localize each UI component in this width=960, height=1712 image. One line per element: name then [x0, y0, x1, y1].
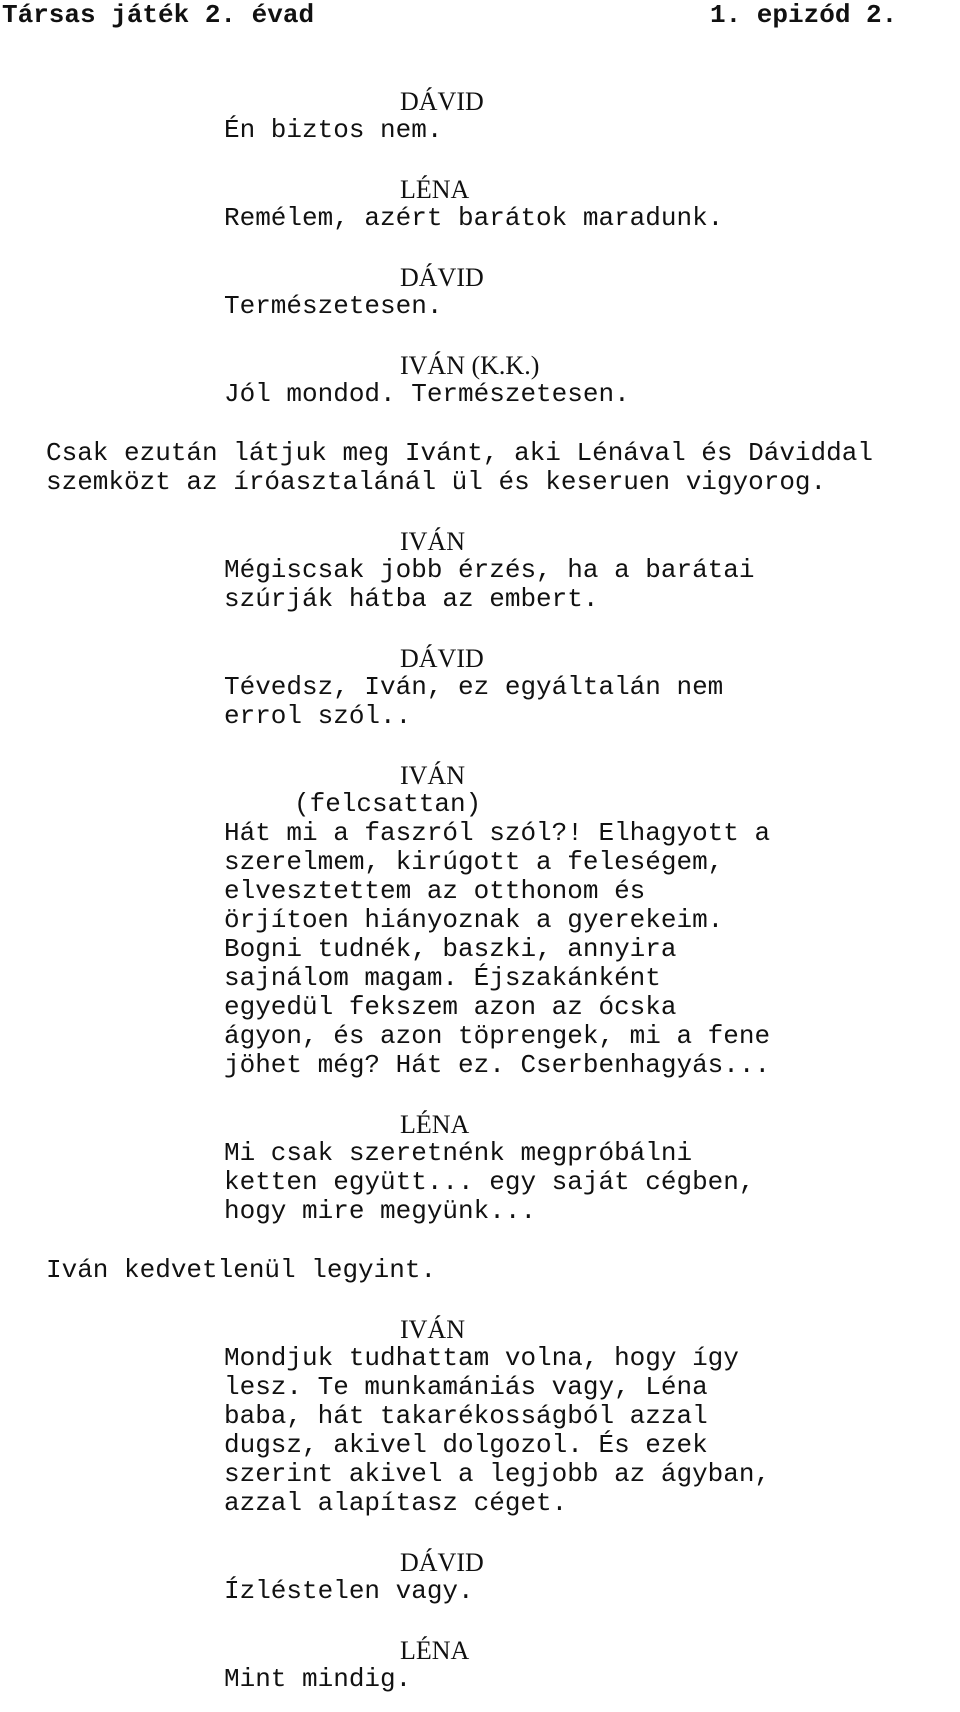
show-title: Társas játék 2. évad	[2, 0, 315, 30]
dialogue-line: Jól mondod. Természetesen.	[224, 379, 630, 409]
dialogue-line: baba, hát takarékosságból azzal	[224, 1401, 708, 1431]
dialogue-line: Természetesen.	[224, 291, 443, 321]
dialogue-line: Mi csak szeretnénk megpróbálni	[224, 1138, 693, 1168]
dialogue-block	[0, 87, 960, 145]
speaker-name: DÁVID	[400, 87, 484, 116]
dialogue-line: ketten együtt... egy saját cégben,	[224, 1167, 755, 1197]
speaker-name: DÁVID	[400, 644, 484, 673]
action-line: Csak ezután látjuk meg Ivánt, aki Lénával és Dáviddal	[46, 438, 873, 468]
dialogue-line: errol szól..	[224, 701, 412, 731]
dialogue-line: ágyon, és azon töprengek, mi a fene	[224, 1021, 771, 1051]
speaker-name: LÉNA	[400, 1636, 470, 1665]
action-block	[0, 1256, 960, 1285]
dialogue-line: Bogni tudnék, baszki, annyira	[224, 934, 677, 964]
dialogue-line: hogy mire megyünk...	[224, 1196, 537, 1226]
speaker-name: IVÁN	[400, 761, 465, 790]
dialogue-block	[0, 1636, 960, 1694]
dialogue-line: Tévedsz, Iván, ez egyáltalán nem	[224, 672, 724, 702]
dialogue-block	[0, 527, 960, 614]
dialogue-line: örjítoen hiányoznak a gyerekeim.	[224, 905, 724, 935]
dialogue-block	[0, 1110, 960, 1226]
dialogue-line: Én biztos nem.	[224, 115, 443, 145]
speaker-name: IVÁN	[400, 527, 465, 556]
dialogue-line: Mégiscsak jobb érzés, ha a barátai	[224, 555, 755, 585]
dialogue-line: szúrják hátba az embert.	[224, 584, 599, 614]
speaker-name: LÉNA	[400, 175, 470, 204]
dialogue-block	[0, 263, 960, 321]
parenthetical: (felcsattan)	[294, 789, 482, 819]
dialogue-line: elvesztettem az otthonom és	[224, 876, 646, 906]
dialogue-line: azzal alapítasz céget.	[224, 1488, 568, 1518]
script-body	[0, 70, 960, 1694]
page-header	[0, 0, 960, 30]
dialogue-block	[0, 175, 960, 233]
dialogue-line: Mondjuk tudhattam volna, hogy így	[224, 1343, 739, 1373]
episode-label: 1. epizód 2.	[710, 0, 898, 30]
dialogue-line: sajnálom magam. Éjszakánként	[224, 963, 661, 993]
speaker-name: IVÁN	[400, 1315, 465, 1344]
speaker-name: IVÁN (K.K.)	[400, 351, 540, 380]
speaker-name: LÉNA	[400, 1110, 470, 1139]
dialogue-block	[0, 1315, 960, 1518]
dialogue-line: szerint akivel a legjobb az ágyban,	[224, 1459, 771, 1489]
dialogue-block	[0, 761, 960, 1080]
dialogue-line: Hát mi a faszról szól?! Elhagyott a	[224, 818, 771, 848]
action-line: Iván kedvetlenül legyint.	[46, 1255, 437, 1285]
dialogue-block	[0, 1548, 960, 1606]
dialogue-block	[0, 644, 960, 731]
speaker-name: DÁVID	[400, 1548, 484, 1577]
dialogue-line: Remélem, azért barátok maradunk.	[224, 203, 724, 233]
dialogue-line: szerelmem, kirúgott a feleségem,	[224, 847, 724, 877]
dialogue-line: egyedül fekszem azon az ócska	[224, 992, 677, 1022]
dialogue-block	[0, 351, 960, 409]
action-line: szemközt az íróasztalánál ül és keseruen vigyorog.	[46, 467, 827, 497]
speaker-name: DÁVID	[400, 263, 484, 292]
dialogue-line: Ízléstelen vagy.	[224, 1576, 474, 1606]
dialogue-line: jöhet még? Hát ez. Cserbenhagyás...	[224, 1050, 771, 1080]
dialogue-line: Mint mindig.	[224, 1664, 412, 1694]
dialogue-line: lesz. Te munkamániás vagy, Léna	[224, 1372, 708, 1402]
action-block	[0, 439, 960, 497]
dialogue-line: dugsz, akivel dolgozol. És ezek	[224, 1430, 708, 1460]
